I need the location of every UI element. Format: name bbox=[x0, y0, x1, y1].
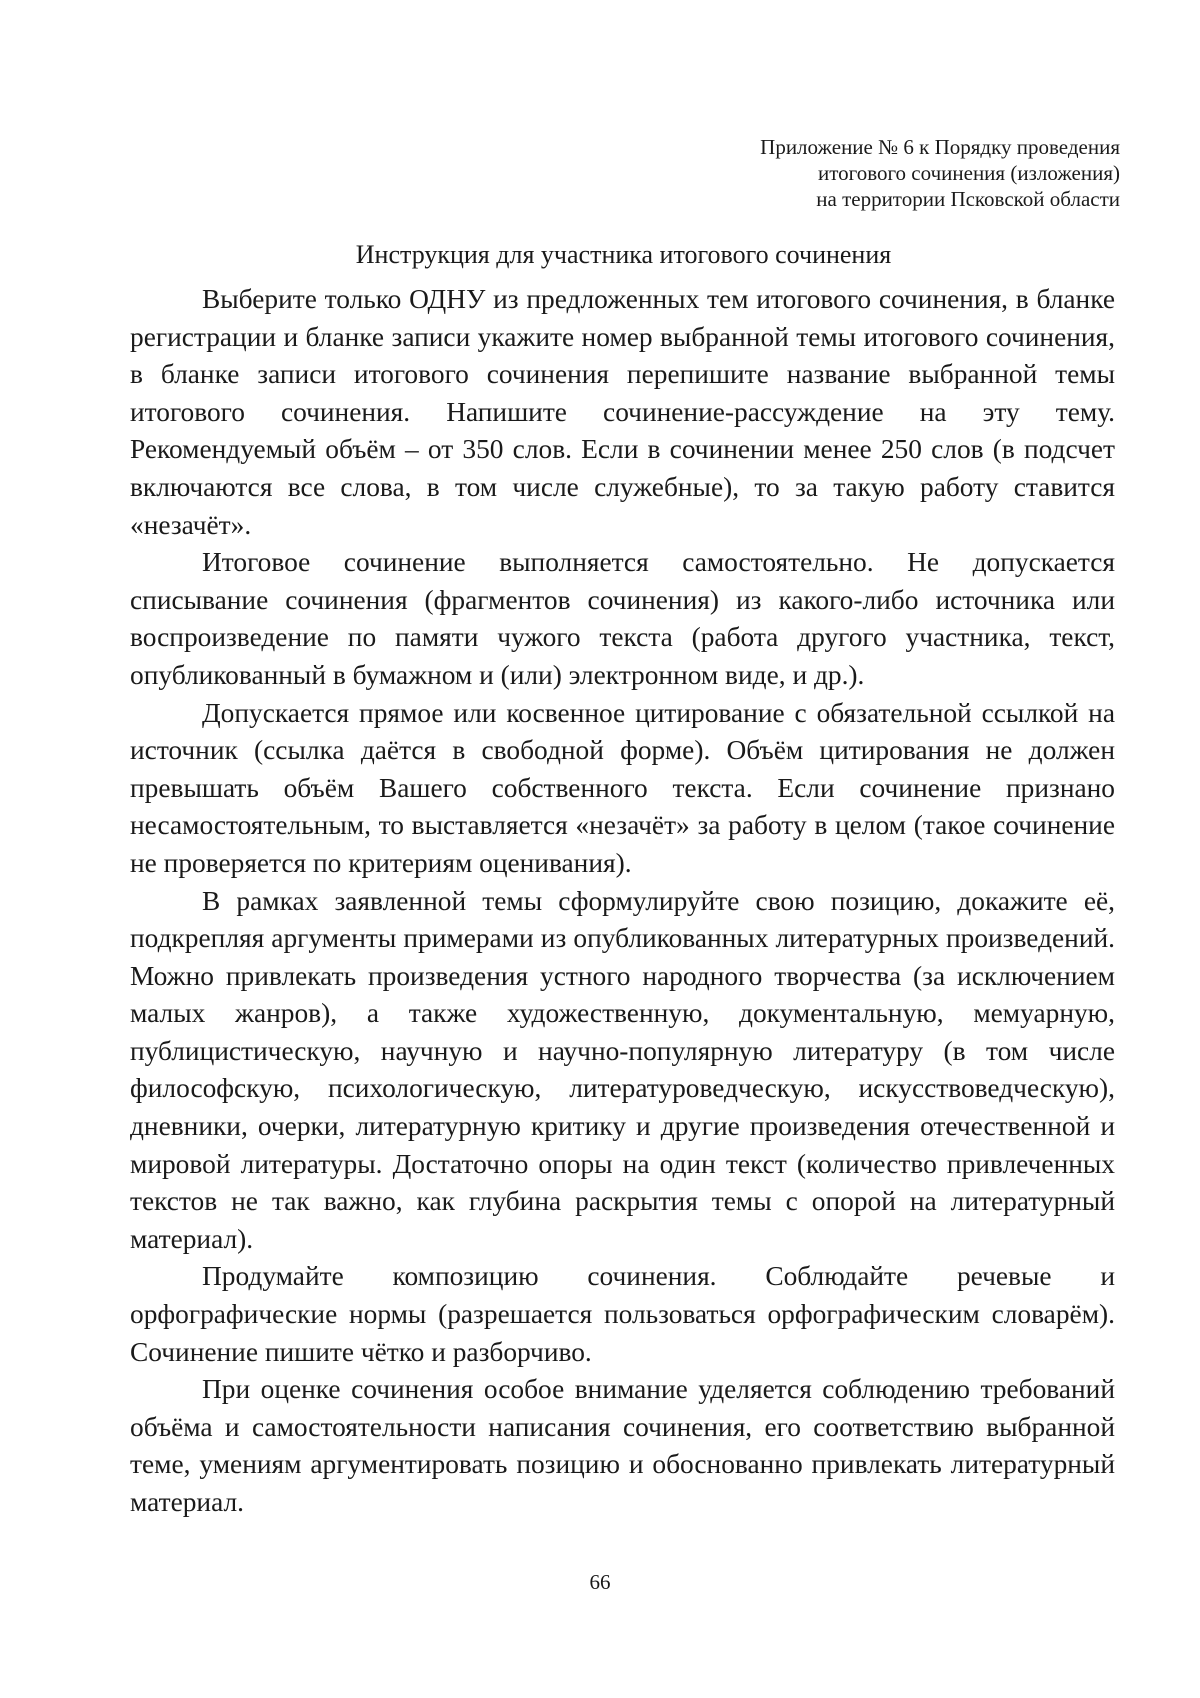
paragraph-independence: Итоговое сочинение выполняется самостоятельно. Не допускается списывание сочинения (фрагментов сочинения) из какого-либо источника или воспроизведение по памяти чужого текста (работа другого участника, текст, опубликованный в бумажном и (или) электронном виде, и др.). bbox=[130, 547, 1115, 690]
paragraph-topic-choice: Выберите только ОДНУ из предложенных тем итогового сочинения, в бланке регистрации и бланке записи укажите номер выбранной темы итогового сочинения, в бланке записи итогового сочинения перепишите название выбранной темы итогового сочинения. Напишите сочинение-рассуждение на эту тему. Рекомендуемый объём – от 350 слов. Если в сочинении менее 250 слов (в подсчет включаются все слова, в том числе служебные), то за такую работу ставится «незачёт». bbox=[130, 284, 1115, 540]
appendix-header-line: Приложение № 6 к Порядку проведения bbox=[760, 135, 1120, 159]
appendix-header-note bbox=[600, 134, 1120, 212]
paragraph-citation: Допускается прямое или косвенное цитирование с обязательной ссылкой на источник (ссылка даётся в свободной форме). Объём цитирования не должен превышать объём Вашего собственного текста. Если сочинение признано несамостоятельным, то выставляется «незачёт» за работу в целом (такое сочинение не проверяется по критериям оценивания). bbox=[130, 697, 1115, 878]
document-title: Инструкция для участника итогового сочинения bbox=[355, 240, 892, 269]
appendix-header-line: на территории Псковской области bbox=[816, 187, 1120, 211]
paragraph-evaluation: При оценке сочинения особое внимание уделяется соблюдению требований объёма и самостоятельности написания сочинения, его соответствию выбранной теме, умениям аргументировать позицию и обоснованно привлекать литературный материал. bbox=[130, 1374, 1115, 1517]
paragraph-composition: Продумайте композицию сочинения. Соблюдайте речевые и орфографические нормы (разрешается пользоваться орфографическим словарём). Сочинение пишите чётко и разборчиво. bbox=[130, 1261, 1115, 1367]
paragraph-argumentation: В рамках заявленной темы сформулируйте свою позицию, докажите её, подкрепляя аргументы примерами из опубликованных литературных произведений. Можно привлекать произведения устного народного творчества (за исключением малых жанров), а также художественную, документальную, мемуарную, публицистическую, научную и научно-популярную литературу (в том числе философскую, психологическую, литературоведческую, искусствоведческую), дневники, очерки, литературную критику и другие произведения отечественной и мировой литературы. Достаточно опоры на один текст (количество привлеченных текстов не так важно, как глубина раскрытия темы с опорой на литературный материал). bbox=[130, 885, 1115, 1254]
instruction-body bbox=[130, 281, 1115, 1522]
page-number: 66 bbox=[589, 1570, 611, 1594]
appendix-header-line: итогового сочинения (изложения) bbox=[817, 161, 1120, 185]
